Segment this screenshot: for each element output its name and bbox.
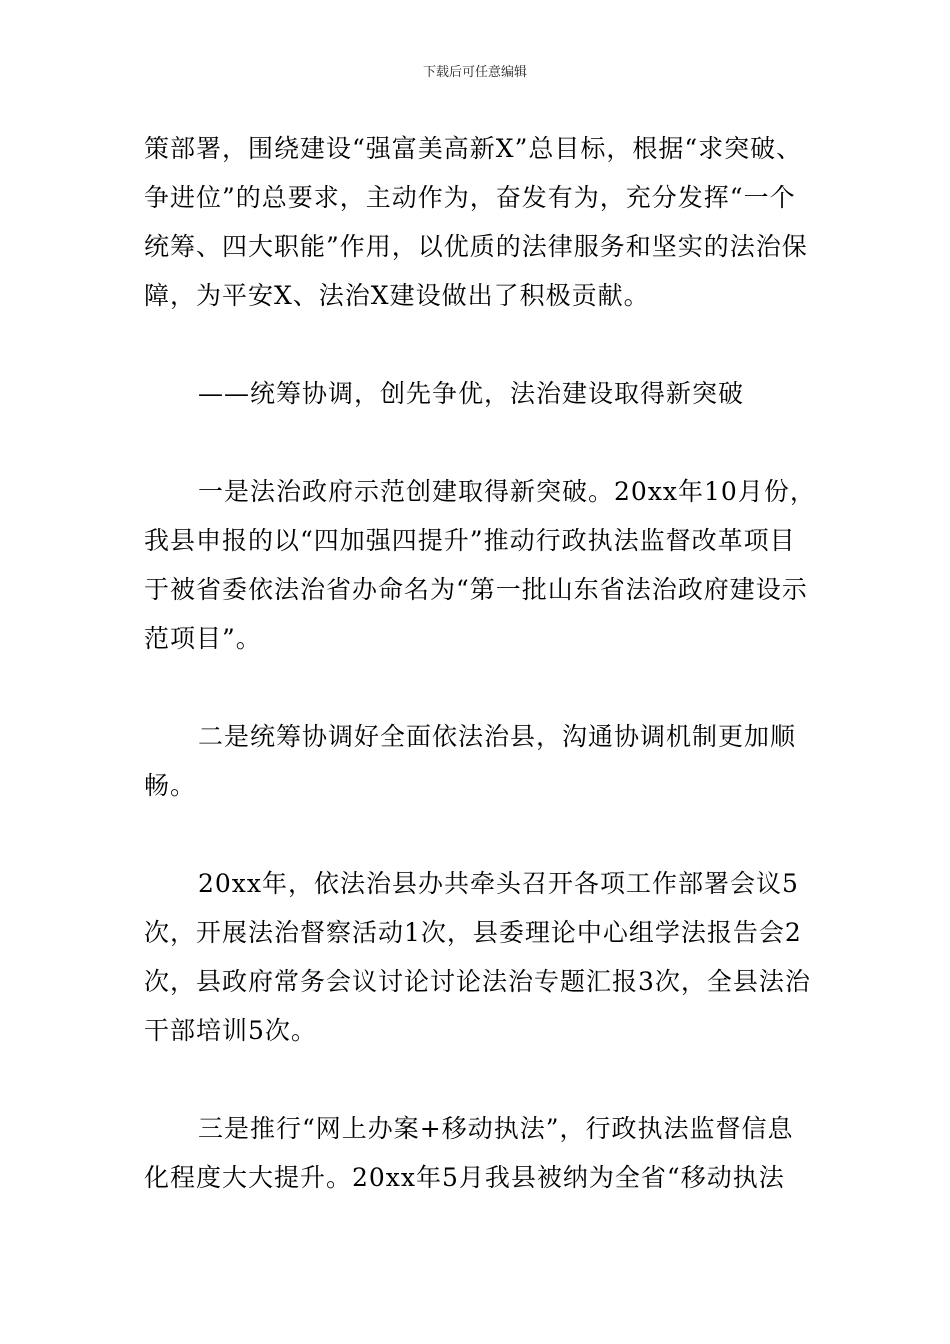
paragraph-5: 三是推行“网上办案+移动执法”，行政执法监督信息化程度大大提升。20xx年5月我县被纳为全省“移动执法 bbox=[144, 1114, 794, 1192]
section-heading: ——统筹协调，创先争优，法治建设取得新突破 bbox=[198, 379, 745, 408]
paragraph-1: 策部署，围绕建设“强富美高新X”总目标，根据“求突破、争进位”的总要求，主动作为，奋发有为，充分发挥“一个统筹、四大职能”作用，以优质的法律服务和坚实的法治保障，为平安X、法治X建设做出了积极贡献。 bbox=[144, 134, 808, 310]
paragraph-4: 20xx年，依法治县办共牵头召开各项工作部署会议5次，开展法治督察活动1次，县委理论中心组学法报告会2次，县政府常务会议讨论讨论法治专题汇报3次，全县法治干部培训5次。 bbox=[144, 869, 811, 1045]
page-header-note: 下载后可任意编辑 bbox=[422, 65, 527, 80]
paragraph-2: 一是法治政府示范创建取得新突破。20xx年10月份，我县申报的以“四加强四提升”推动行政执法监督改革项目于被省委依法治省办命名为“第一批山东省法治政府建设示范项目”。 bbox=[144, 477, 816, 653]
document-body bbox=[144, 124, 816, 1202]
paragraph-3: 二是统筹协调好全面依法治县，沟通协调机制更加顺畅。 bbox=[144, 722, 797, 800]
